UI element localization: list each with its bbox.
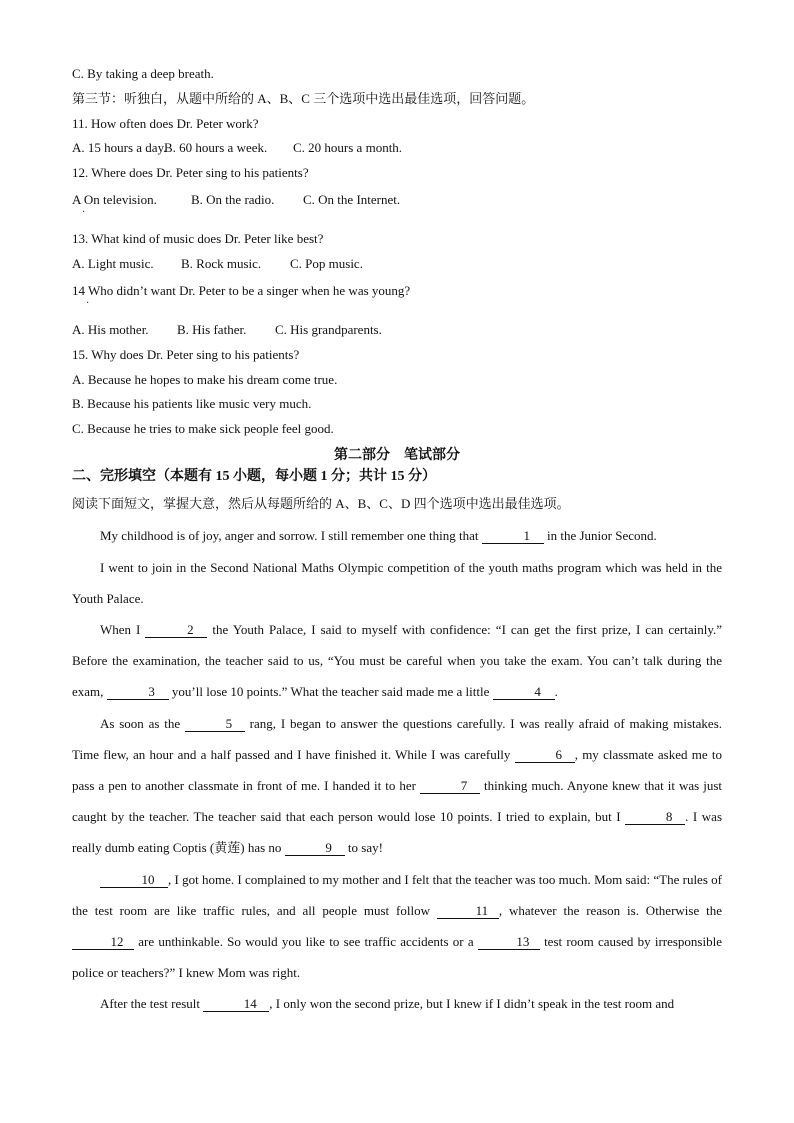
q11-option-a: A. 15 hours a day. <box>72 140 167 155</box>
q11-question: 11. How often does Dr. Peter work? <box>72 116 259 131</box>
q15-question: 15. Why does Dr. Peter sing to his patients? <box>72 347 300 362</box>
q13-option-c: C. Pop music. <box>290 256 363 271</box>
passage-paragraph-3: When I 2 the Youth Palace, I said to myself with confidence: “I can get the first prize, I can certainly.” Before the examination, the teacher said to us, “You must be careful when you take the exam. You can’t talk during the exam, 3 you’ll lose 10 points.” What the teacher said made me a little 4 . <box>72 622 723 699</box>
q13-options <box>72 256 363 272</box>
blank-6[interactable]: 6 <box>515 748 575 763</box>
q15-option-a: A. Because he hopes to make his dream come true. <box>72 372 338 387</box>
passage-paragraph-5: 10 , I got home. I complained to my mother and I felt that the teacher was too much. Mom said: “The rules of the test room are like traffic rules, and all people must follow 11 , whatever the reason is. Otherwise the 12 are unthinkable. So would you like to see traffic accidents or a 13 test room caused by irresponsible police or teachers?” I knew Mom was right. <box>72 872 722 980</box>
q15-option-b: B. Because his patients like music very much. <box>72 396 312 411</box>
blank-5[interactable]: 5 <box>185 717 245 732</box>
blank-12[interactable]: 12 <box>72 935 134 950</box>
q12-option-c: C. On the Internet. <box>303 192 401 207</box>
stray-dot: · <box>82 207 86 218</box>
blank-1[interactable]: 1 <box>482 529 544 544</box>
blank-9[interactable]: 9 <box>285 841 345 856</box>
blank-3[interactable]: 3 <box>107 685 169 700</box>
q12-question: 12. Where does Dr. Peter sing to his patients? <box>72 165 309 180</box>
blank-13[interactable]: 13 <box>478 935 540 950</box>
blank-4[interactable]: 4 <box>493 685 555 700</box>
section3-instruction: 第三节：听独白，从题中所给的 A、B、C 三个选项中选出最佳选项，回答问题。 <box>72 91 535 106</box>
q11-option-b: B. 60 hours a week. <box>164 140 268 155</box>
passage-paragraph-1: My childhood is of joy, anger and sorrow. I still remember one thing that 1 in the Junior Second. <box>100 528 657 543</box>
q13-option-b: B. Rock music. <box>181 256 262 271</box>
q13-question: 13. What kind of music does Dr. Peter like best? <box>72 231 324 246</box>
blank-11[interactable]: 11 <box>437 904 499 919</box>
passage-paragraph-4: As soon as the 5 rang, I began to answer the questions carefully. I was really afraid of making mistakes. Time flew, an hour and a half passed and I have finished it. While I was carefully 6 , my classmate asked me to pass a pen to another classmate in front of me. I handed it to her 7 thinking much. Anyone knew that it was just caught by the teacher. The teacher said that each person would lose 10 points. I tried to explain, but I 8 . I was really dumb eating Coptis (黄莲) has no 9 to say! <box>72 716 722 855</box>
blank-10[interactable]: 10 <box>100 873 168 888</box>
cloze-instruction: 阅读下面短文，掌握大意，然后从每题所给的 A、B、C、D 四个选项中选出最佳选项。 <box>72 496 570 511</box>
q11-options <box>72 140 402 156</box>
stray-dot: · <box>86 298 90 309</box>
q12-option-b: B. On the radio. <box>191 192 275 207</box>
cloze-heading: 二、完形填空（本题有 15 小题，每小题 1 分；共计 15 分） <box>72 469 436 484</box>
part2-title: 第二部分 笔试部分 <box>334 448 460 463</box>
passage-paragraph-2: I went to join in the Second National Maths Olympic competition of the youth maths program which was held in the Youth Palace. <box>72 560 722 606</box>
q14-option-c: C. His grandparents. <box>275 322 382 337</box>
q12-options <box>72 192 400 208</box>
q12-option-a: A On television. <box>72 192 157 207</box>
q15-option-c: C. Because he tries to make sick people feel good. <box>72 421 334 436</box>
q11-option-c: C. 20 hours a month. <box>293 140 403 155</box>
q14-question: 14 Who didn’t want Dr. Peter to be a singer when he was young? <box>72 283 411 298</box>
blank-2[interactable]: 2 <box>145 623 207 638</box>
q13-option-a: A. Light music. <box>72 256 154 271</box>
q14-option-b: B. His father. <box>177 322 247 337</box>
blank-7[interactable]: 7 <box>420 779 480 794</box>
blank-8[interactable]: 8 <box>625 810 685 825</box>
q10-option-c: C. By taking a deep breath. <box>72 66 214 81</box>
q14-options <box>72 322 382 338</box>
passage-paragraph-6: After the test result 14 , I only won the second prize, but I knew if I didn’t speak in the test room and <box>100 996 675 1011</box>
q14-option-a: A. His mother. <box>72 322 149 337</box>
blank-14[interactable]: 14 <box>203 997 269 1012</box>
